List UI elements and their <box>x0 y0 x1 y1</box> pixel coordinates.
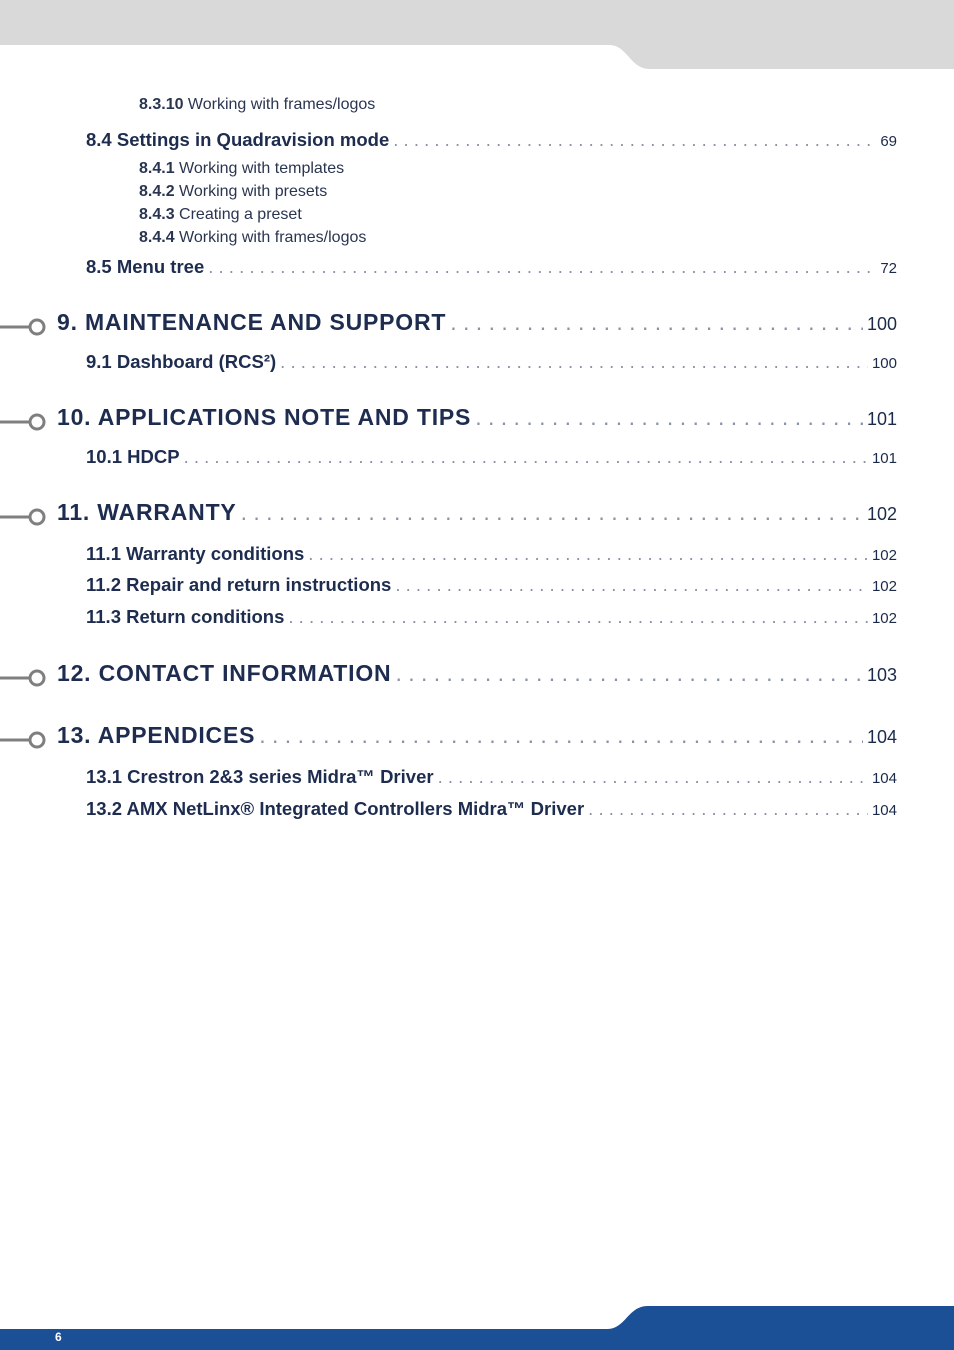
toc-page-number: 104 <box>871 802 897 819</box>
toc-chapter-11[interactable] <box>57 499 897 526</box>
toc-entry-title: 13.1 Crestron 2&3 series Midra™ Driver <box>86 766 434 787</box>
dot-leader <box>475 404 863 431</box>
toc-page-number: 100 <box>871 355 897 372</box>
toc-chapter-title: 9. MAINTENANCE AND SUPPORT <box>57 309 447 335</box>
toc-entry-11-1[interactable] <box>86 543 897 565</box>
toc-entry-label: Creating a preset <box>174 206 302 223</box>
toc-entry-9-1[interactable] <box>86 351 897 373</box>
toc-page-number: 102 <box>871 547 897 564</box>
toc-entry-number: 8.4.4 <box>139 229 175 246</box>
toc-page-number: 72 <box>880 260 897 277</box>
page-number: 6 <box>55 1330 62 1344</box>
toc-entry-number: 8.4.2 <box>139 183 175 200</box>
toc-chapter-title: 11. WARRANTY <box>57 499 237 525</box>
toc-entry-8-5[interactable] <box>86 256 897 278</box>
toc-entry-title: 13.2 AMX NetLinx® Integrated Controllers Midra™ Driver <box>86 798 585 819</box>
dot-leader <box>395 660 863 687</box>
toc-entry-8-4-2[interactable] <box>139 183 327 201</box>
toc-entry-title: 9.1 Dashboard (RCS²) <box>86 351 277 372</box>
toc-page-number: 102 <box>871 610 897 627</box>
toc-chapter-title: 13. APPENDICES <box>57 722 256 748</box>
toc-page-number: 102 <box>866 504 897 524</box>
footer-band <box>0 1300 954 1350</box>
toc-entry-label: Working with frames/logos <box>183 96 376 113</box>
toc-chapter-10[interactable] <box>57 404 897 431</box>
dot-leader <box>438 766 868 788</box>
toc-entry-label: Working with presets <box>174 183 328 200</box>
toc-entry-title: 11.2 Repair and return instructions <box>86 574 392 595</box>
toc-entry-title: 8.4 Settings in Quadravision mode <box>86 129 390 150</box>
toc-entry-11-3[interactable] <box>86 606 897 628</box>
chapter-bullet-icon <box>0 317 48 337</box>
toc-page-number: 104 <box>866 727 897 747</box>
dot-leader <box>259 722 863 749</box>
toc-page-number: 104 <box>871 770 897 787</box>
dot-leader <box>308 543 868 565</box>
dot-leader <box>280 351 868 373</box>
dot-leader <box>588 798 868 820</box>
toc-entry-10-1[interactable] <box>86 446 897 468</box>
dot-leader <box>184 446 868 468</box>
dot-leader <box>450 309 863 336</box>
toc-entry-number: 8.4.1 <box>139 160 175 177</box>
toc-page-number: 101 <box>866 409 897 429</box>
toc-chapter-13[interactable] <box>57 722 897 749</box>
dot-leader <box>393 129 876 151</box>
toc-chapter-title: 12. CONTACT INFORMATION <box>57 660 392 686</box>
toc-entry-number: 8.4.3 <box>139 206 175 223</box>
toc-entry-8-4-1[interactable] <box>139 160 344 178</box>
toc-entry-title: 8.5 Menu tree <box>86 256 205 277</box>
toc-chapter-12[interactable] <box>57 660 897 687</box>
toc-page-number: 100 <box>866 314 897 334</box>
toc-entry-8-4[interactable] <box>86 129 897 151</box>
toc-entry-8-4-4[interactable] <box>139 229 366 247</box>
dot-leader <box>288 606 868 628</box>
dot-leader <box>395 574 868 596</box>
chapter-bullet-icon <box>0 507 48 527</box>
toc-page-number: 103 <box>866 665 897 685</box>
chapter-bullet-icon <box>0 668 48 688</box>
toc-chapter-title: 10. APPLICATIONS NOTE AND TIPS <box>57 404 472 430</box>
toc-page-number: 102 <box>871 578 897 595</box>
toc-entry-title: 10.1 HDCP <box>86 446 180 467</box>
toc-entry-title: 11.3 Return conditions <box>86 606 285 627</box>
chapter-bullet-icon <box>0 730 48 750</box>
toc-entry-11-2[interactable] <box>86 574 897 596</box>
toc-entry-8-4-3[interactable] <box>139 206 302 224</box>
toc-entry-label: Working with templates <box>174 160 345 177</box>
toc-entry-number: 8.3.10 <box>139 96 184 113</box>
toc-page-number: 69 <box>880 133 897 150</box>
header-band <box>0 0 954 70</box>
chapter-bullet-icon <box>0 412 48 432</box>
toc-entry-title: 11.1 Warranty conditions <box>86 543 305 564</box>
dot-leader <box>241 499 863 526</box>
toc-entry-label: Working with frames/logos <box>174 229 367 246</box>
toc-page-number: 101 <box>871 450 897 467</box>
toc-entry-13-2[interactable] <box>86 798 897 820</box>
toc-entry-8-3-10[interactable] <box>139 96 375 114</box>
toc-chapter-9[interactable] <box>57 309 897 336</box>
dot-leader <box>208 256 876 278</box>
toc-entry-13-1[interactable] <box>86 766 897 788</box>
